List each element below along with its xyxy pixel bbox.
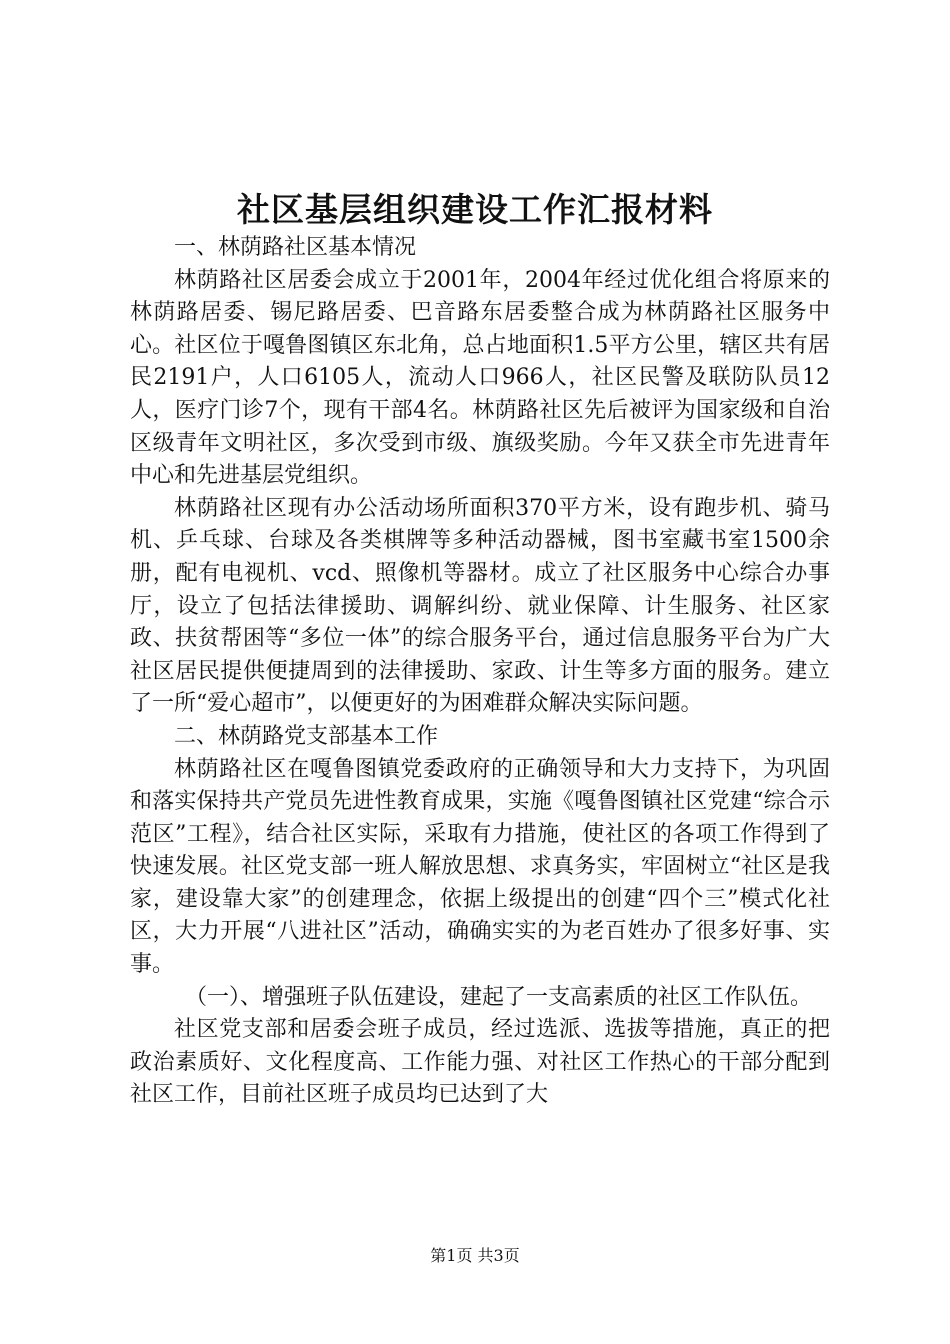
page-footer: 第1页 共3页 xyxy=(430,1246,520,1265)
paragraph-community-overview: 林荫路社区居委会成立于2001年，2004年经过优化组合将原来的林荫路居委、锡尼路居委、巴音路东居委整合成为林荫路社区服务中心。社区位于嘎鲁图镇区东北角，总占地面积1.5平方公里，辖区共有居民2191户，人口6105人，流动人口966人，社区民警及联防队员12人，医疗门诊7个，现有干部4名。林荫路社区先后被评为国家级和自治区级青年文明社区，多次受到市级、旗级奖励。今年又获全市先进青年中心和先进基层党组织。 xyxy=(130,267,830,489)
section-heading-1: 一、林荫路社区基本情况 xyxy=(174,235,417,260)
paragraph-team-building: 社区党支部和居委会班子成员，经过选派、选拔等措施，真正的把政治素质好、文化程度高、工作能力强、对社区工作热心的干部分配到社区工作，目前社区班子成员均已达到了大 xyxy=(130,1017,830,1108)
section-heading-2: 二、林荫路党支部基本工作 xyxy=(174,723,439,749)
paragraph-party-branch-work: 林荫路社区在嘎鲁图镇党委政府的正确领导和大力支持下，为巩固和落实保持共产党员先进性教育成果，实施《嘎鲁图镇社区党建“综合示范区”工程》，结合社区实际，采取有力措施，使社区的各项工作得到了快速发展。社区党支部一班人解放思想、求真务实，牢固树立“社区是我家，建设靠大家”的创建理念，依据上级提出的创建“四个三”模式化社区，大力开展“八进社区”活动，确确实实的为老百姓办了很多好事、实事。 xyxy=(130,756,830,978)
subsection-heading-1: （一）、增强班子队伍建设，建起了一支高素质的社区工作队伍。 xyxy=(185,984,813,1010)
document-body xyxy=(130,232,830,1112)
document-title: 社区基层组织建设工作汇报材料 xyxy=(237,190,713,229)
paragraph-community-facilities: 林荫路社区现有办公活动场所面积370平方米，设有跑步机、骑马机、乒乓球、台球及各类棋牌等多种活动器械，图书室藏书室1500余册，配有电视机、vcd、照像机等器材。成立了社区服务中心综合办事厅，设立了包括法律援助、调解纠纷、就业保障、计生服务、社区家政、扶贫帮困等“多位一体”的综合服务平台，通过信息服务平台为广大社区居民提供便捷周到的法律援助、家政、计生等多方面的服务。建立了一所“爱心超市”，以便更好的为困难群众解决实际问题。 xyxy=(130,495,830,717)
